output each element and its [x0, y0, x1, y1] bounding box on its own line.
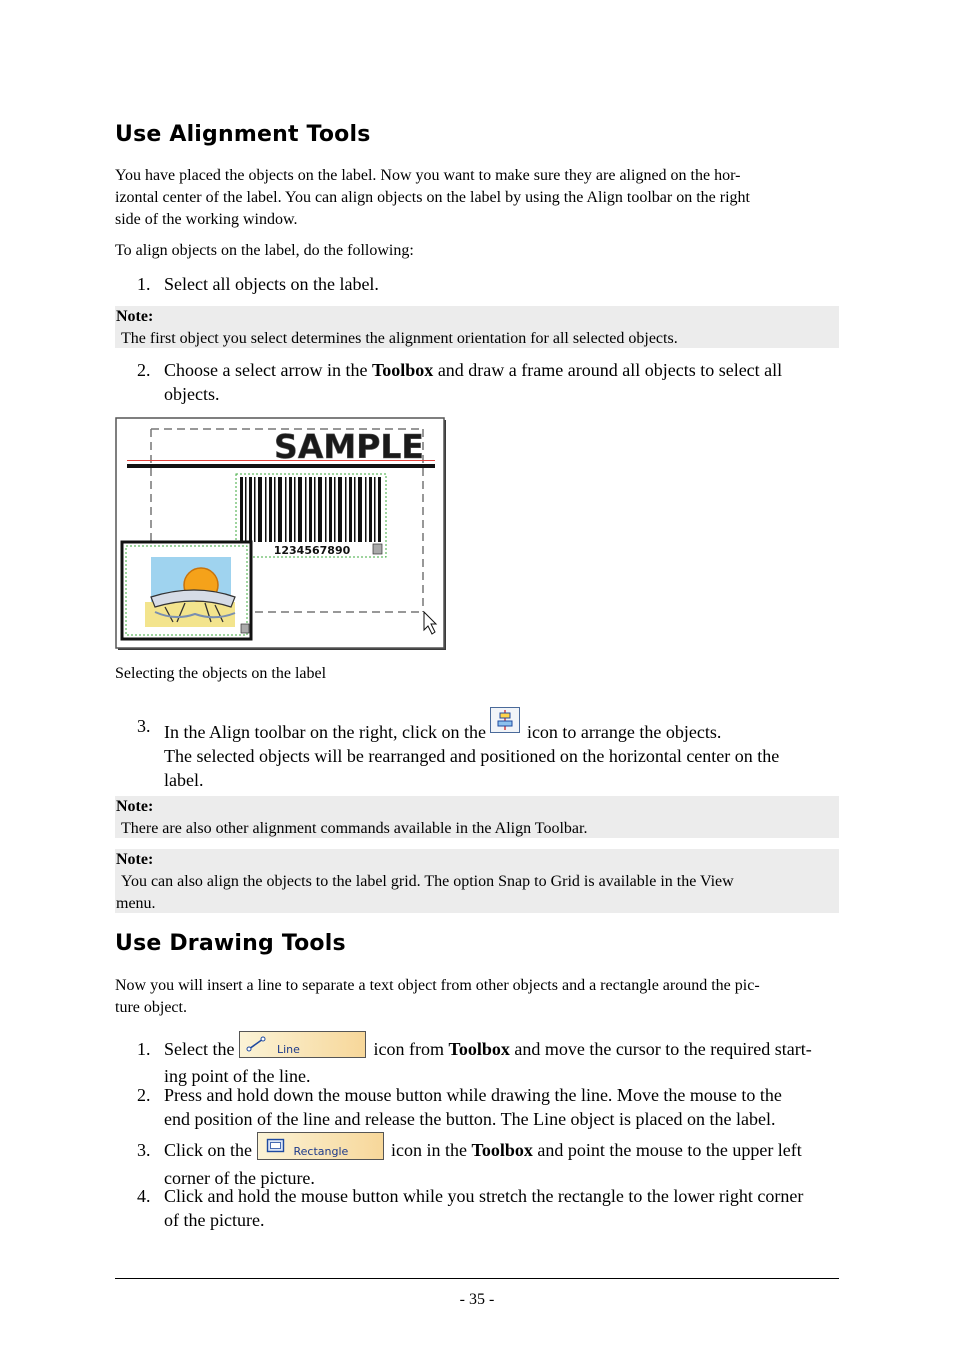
step-number: 1. — [137, 274, 151, 294]
barcode-number: 1234567890 — [273, 544, 351, 557]
text-run: icon in the — [386, 1140, 472, 1161]
note-title: Note: — [116, 851, 154, 868]
text-run: Select the — [164, 1039, 239, 1059]
footer-rule — [115, 1278, 839, 1279]
note-box — [115, 849, 839, 913]
step-number: 4. — [137, 1186, 151, 1206]
text-run: of the picture. — [164, 1210, 265, 1230]
line-tool-button[interactable] — [239, 1031, 366, 1058]
step-text — [164, 1037, 844, 1088]
toolbox-term: Toolbox — [371, 360, 434, 380]
sample-text: SAMPLE — [274, 427, 424, 466]
step-text — [164, 1138, 844, 1190]
step-number: 3. — [137, 716, 151, 736]
note-body: menu. — [116, 895, 156, 912]
intro-line: ture object. — [115, 999, 187, 1016]
text-run: and move the cursor to the required start- — [509, 1039, 812, 1059]
toolbox-term: Toolbox — [448, 1039, 510, 1059]
text-run: label. — [164, 770, 204, 790]
intro-line: izontal center of the label. You can align objects on the label by using the Align toolbar on the right — [115, 189, 750, 206]
rectangle-icon — [266, 1138, 286, 1154]
rectangle-tool-label: Rectangle — [293, 1145, 349, 1158]
intro-paragraph — [115, 165, 839, 231]
text-run: In the Align toolbar on the right, click on the — [164, 722, 491, 742]
figure-caption: Selecting the objects on the label — [115, 665, 327, 682]
note-box — [115, 306, 839, 348]
text-run: Choose a select arrow in the — [164, 360, 372, 380]
step-text — [164, 1184, 844, 1232]
text-run: Press and hold down the mouse button while drawing the line. Move the mouse to the — [164, 1085, 782, 1105]
intro-line: Now you will insert a line to separate a text object from other objects and a rectangle around the pic- — [115, 977, 760, 994]
intro-line: You have placed the objects on the label. Now you want to make sure they are aligned on the hor- — [115, 167, 741, 184]
step-number: 1. — [137, 1039, 151, 1059]
text-run: and draw a frame around all objects to select all — [433, 360, 783, 380]
text-run: icon to arrange the objects. — [522, 722, 722, 742]
intro-line: side of the working window. — [115, 211, 298, 228]
text-run: and point the mouse to the upper left — [532, 1140, 802, 1161]
section-title-alignment: Use Alignment Tools — [115, 122, 371, 147]
note-body: There are also other alignment commands available in the Align Toolbar. — [121, 820, 588, 837]
label-illustration — [115, 417, 448, 652]
step-number: 2. — [137, 1085, 151, 1105]
label-figure — [115, 417, 446, 650]
step-number: 3. — [137, 1140, 151, 1160]
step-number: 2. — [137, 360, 151, 380]
barcode — [240, 477, 381, 542]
step-text — [164, 358, 844, 406]
section-title-drawing: Use Drawing Tools — [115, 931, 346, 956]
step-text: Select all objects on the label. — [164, 274, 379, 294]
text-run: ing point of the line. — [164, 1066, 311, 1087]
line-tool-label: Line — [276, 1043, 300, 1057]
text-run: end position of the line and release the button. The Line object is placed on the label. — [164, 1109, 776, 1129]
page-number: - 35 - — [459, 1291, 495, 1308]
note-body: You can also align the objects to the label grid. The option Snap to Grid is available in the View — [121, 873, 734, 890]
align-horizontal-center-icon — [490, 707, 520, 733]
line-icon — [246, 1035, 268, 1053]
note-body: The first object you select determines the alignment orientation for all selected objects. — [121, 330, 678, 347]
text-run: icon from — [368, 1039, 449, 1059]
intro-paragraph — [115, 975, 839, 1019]
rectangle-tool-button[interactable] — [257, 1132, 384, 1160]
note-title: Note: — [116, 798, 154, 815]
step-text — [164, 715, 844, 792]
toolbox-term: Toolbox — [471, 1140, 533, 1161]
text-run: corner of the picture. — [164, 1168, 315, 1188]
note-box — [115, 796, 839, 838]
text-run: Click and hold the mouse button while you stretch the rectangle to the lower right corner — [164, 1186, 804, 1206]
text-run: The selected objects will be rearranged and positioned on the horizontal center on the — [164, 746, 780, 766]
step-text — [164, 1083, 844, 1131]
note-title: Note: — [116, 308, 154, 325]
text-run: objects. — [164, 384, 220, 404]
lead-text: To align objects on the label, do the following: — [115, 242, 414, 259]
text-run: Click on the — [164, 1140, 257, 1161]
